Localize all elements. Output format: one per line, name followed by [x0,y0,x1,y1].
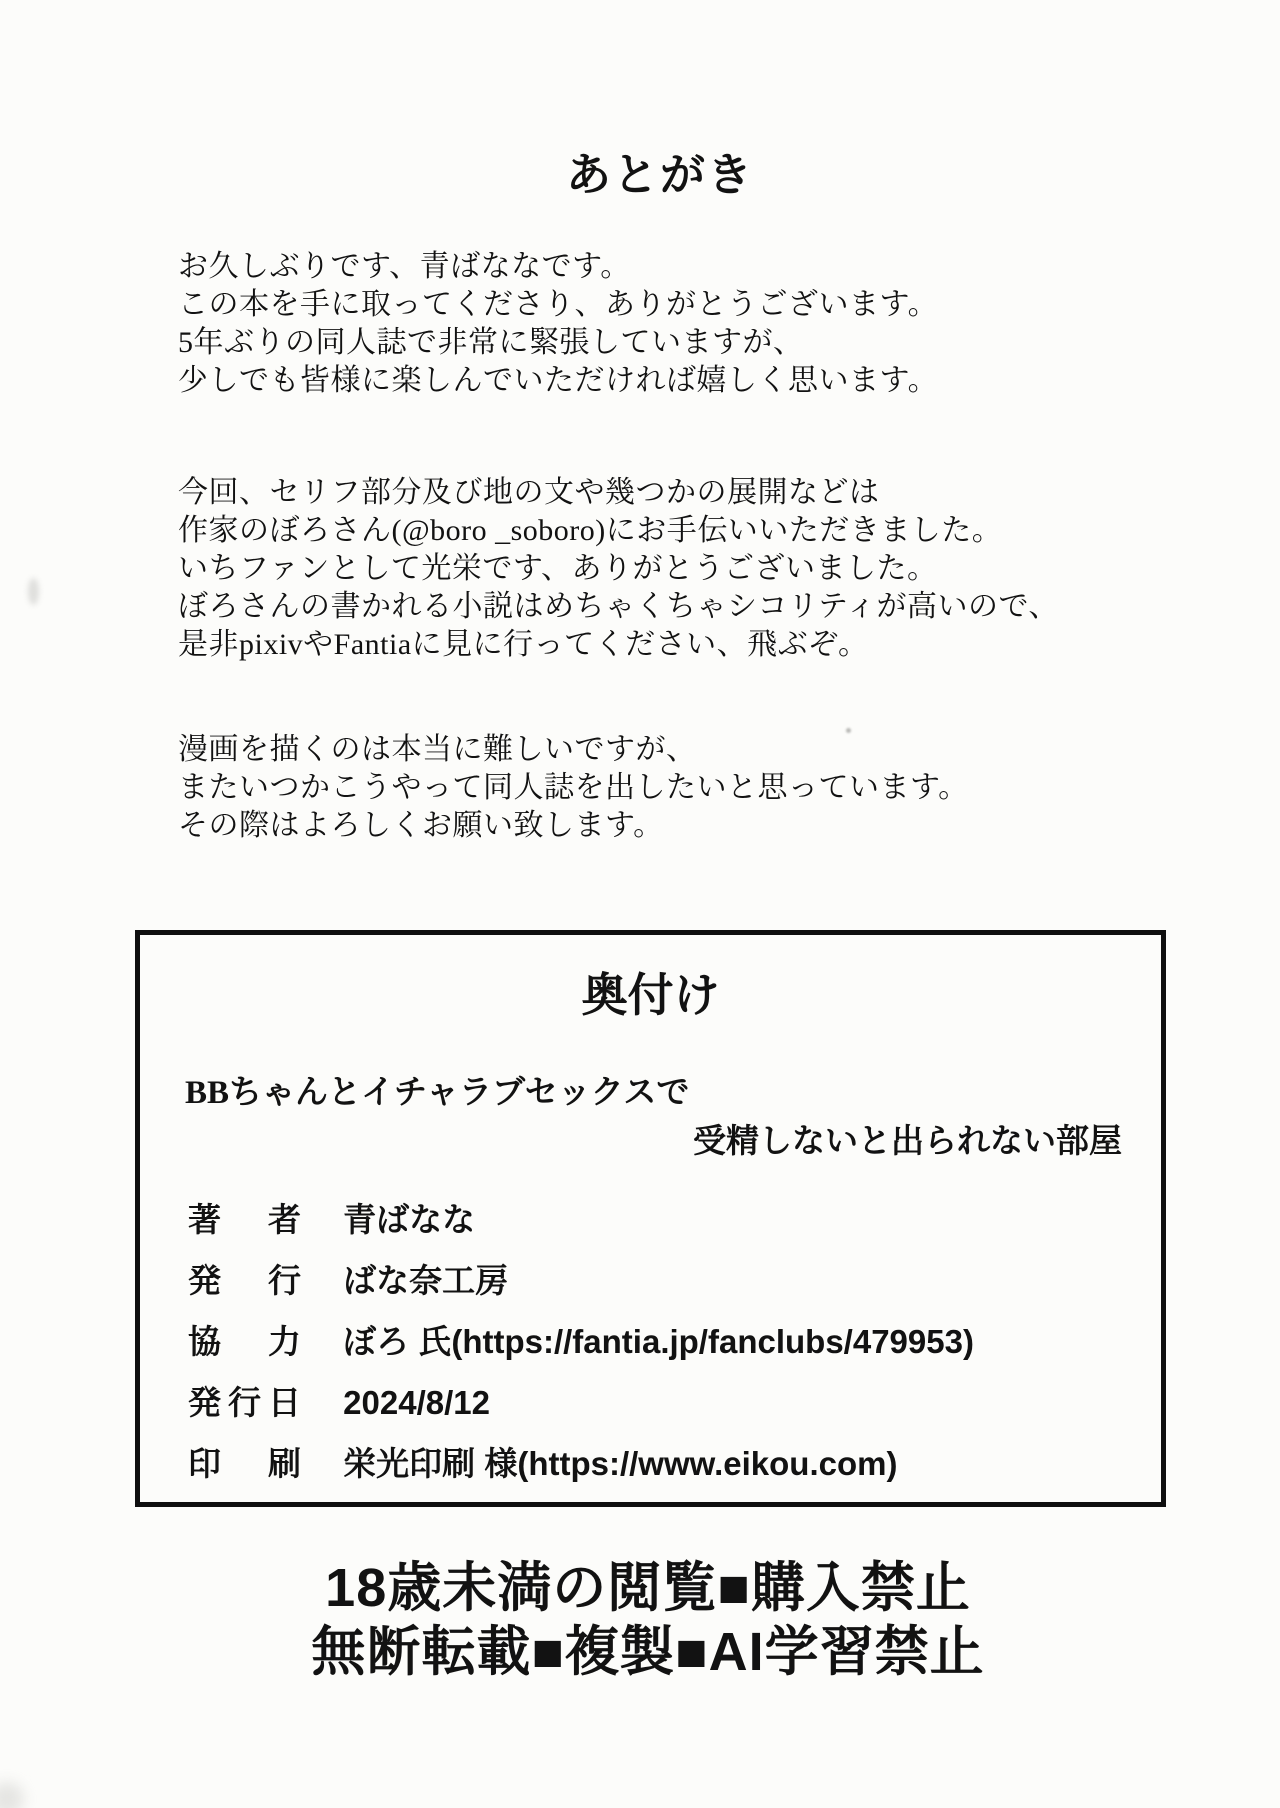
text-line: 今回、セリフ部分及び地の文や幾つかの展開などは [178,476,880,509]
text-line: その際はよろしくお願い致します。 [178,809,664,842]
row-label: 協力 [188,1323,301,1360]
row-label: 印刷 [188,1445,301,1482]
colophon-row-publisher [188,1264,974,1297]
colophon-box [135,930,1166,1507]
row-label: 発行日 [188,1384,301,1421]
colophon-rows [188,1203,974,1508]
row-value: 2024/8/12 [343,1384,490,1421]
scan-artifact [0,1782,24,1808]
book-title-line-1: BBちゃんとイチャラブセックスで [185,1075,690,1111]
text-line: またいつかこうやって同人誌を出したいと思っています。 [178,771,969,804]
text-line: この本を手に取ってくださり、ありがとうございます。 [178,288,939,321]
notice-line: 18歳未満の閲覧■購入禁止 [325,1558,971,1618]
row-value: 青ばなな [343,1201,476,1238]
text-line: 漫画を描くのは本当に難しいですが、 [178,733,697,766]
notice-line: 無断転載■複製■AI学習禁止 [311,1622,985,1682]
text-line: ぼろさんの書かれる小説はめちゃくちゃシコリティが高いので、 [178,590,1059,623]
row-label: 著者 [188,1201,301,1238]
text-line: お久しぶりです、青ばななです。 [178,250,631,283]
text-line: 是非pixivやFantiaに見に行ってください、飛ぶぞ。 [178,628,869,661]
row-label: 発行 [188,1262,301,1299]
colophon-row-cooperation [188,1325,974,1358]
colophon-title: 奥付け [581,970,720,1021]
colophon-row-printer [188,1447,974,1480]
row-value: ばな奈工房 [343,1262,509,1299]
afterword-paragraph-3 [178,731,969,845]
afterword-title: あとがき [565,150,754,200]
text-line: 5年ぶりの同人誌で非常に緊張していますが、 [178,326,804,359]
text-line: いちファンとして光栄です、ありがとうございました。 [178,552,938,585]
row-value: 栄光印刷 様(https://www.eikou.com) [343,1445,898,1482]
book-title-line-2: 受精しないと出られない部屋 [693,1124,1122,1160]
colophon-row-publish-date [188,1386,974,1419]
text-line: 少しでも皆様に楽しんでいただければ嬉しく思います。 [178,364,939,397]
scan-artifact [28,578,39,605]
afterword-paragraph-2 [178,474,1059,664]
colophon-row-author [188,1203,974,1236]
row-value: ぼろ 氏(https://fantia.jp/fanclubs/479953) [343,1323,974,1360]
age-restriction-notice [8,1556,1280,1684]
text-line: 作家のぼろさん(@boro _soboro)にお手伝いいただきました。 [178,514,1003,547]
afterword-paragraph-1 [178,248,938,400]
